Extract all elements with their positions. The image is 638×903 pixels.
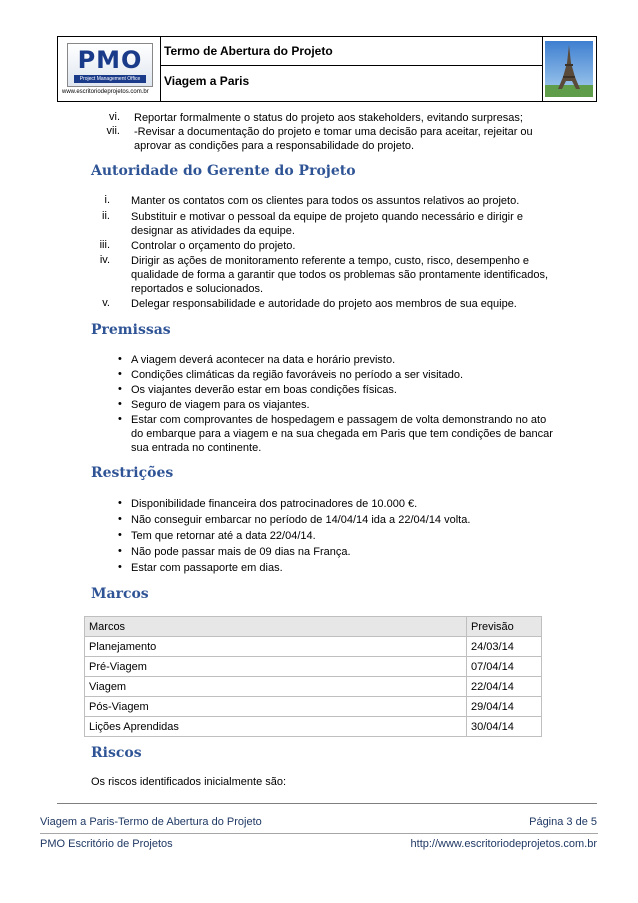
- list-item-text: Reportar formalmente o status do projeto aos stakeholders, evitando surpresas;: [134, 112, 523, 124]
- list-number: ii.: [102, 210, 110, 222]
- risks-intro: Os riscos identificados inicialmente são:: [91, 776, 287, 788]
- table-row: [85, 657, 542, 677]
- table-cell: Viagem: [85, 677, 467, 697]
- list-item-text: Tem que retornar até a data 22/04/14.: [131, 530, 316, 542]
- footer-divider: [57, 803, 597, 804]
- section-heading-marcos: Marcos: [91, 586, 149, 602]
- column-header: Marcos: [85, 617, 467, 637]
- footer-divider: [40, 833, 598, 834]
- milestones-table: [84, 616, 542, 737]
- logo-url: www.escritoriodeprojetos.com.br: [62, 89, 149, 95]
- bullet-icon: •: [118, 561, 122, 573]
- footer-organization: PMO Escritório de Projetos: [40, 838, 173, 850]
- project-name: Viagem a Paris: [164, 74, 250, 88]
- section-heading-riscos: Riscos: [91, 745, 142, 761]
- column-header: Previsão: [467, 617, 542, 637]
- list-item-text: Não conseguir embarcar no período de 14/04/14 ida a 22/04/14 volta.: [131, 514, 471, 526]
- table-row: [85, 677, 542, 697]
- list-item-text: Seguro de viagem para os viajantes.: [131, 399, 310, 411]
- document-title: Termo de Abertura do Projeto: [164, 44, 333, 58]
- logo-tagline: Project Management Office: [74, 75, 146, 83]
- footer-website-link[interactable]: http://www.escritoriodeprojetos.com.br: [410, 838, 597, 850]
- bullet-icon: •: [118, 413, 122, 425]
- list-item-text: aprovar as condições para a responsabilidade do projeto.: [134, 140, 415, 152]
- table-cell: Lições Aprendidas: [85, 717, 467, 737]
- logo-text: PMO: [77, 46, 143, 74]
- list-item-text: Não pode passar mais de 09 dias na França.: [131, 546, 351, 558]
- list-item-text: Os viajantes deverão estar em boas condições físicas.: [131, 384, 397, 396]
- list-item-text: A viagem deverá acontecer na data e horário previsto.: [131, 354, 396, 366]
- list-item-text: Manter os contatos com os clientes para todos os assuntos relativos ao projeto.: [131, 195, 520, 207]
- table-cell: 30/04/14: [467, 717, 542, 737]
- table-cell: 24/03/14: [467, 637, 542, 657]
- list-item-text: Dirigir as ações de monitoramento referente a tempo, custo, risco, desempenho e: [131, 255, 530, 267]
- eiffel-tower-image: [542, 37, 596, 101]
- list-item-text: Estar com passaporte em dias.: [131, 562, 283, 574]
- bullet-icon: •: [118, 497, 122, 509]
- bullet-icon: •: [118, 398, 122, 410]
- list-item-text: Estar com comprovantes de hospedagem e passagem de volta demonstrando no ato: [131, 414, 547, 426]
- table-header-row: [85, 617, 542, 637]
- list-item-text: qualidade de forma a garantir que todos os problemas são prontamente identificados,: [131, 269, 549, 281]
- list-item-text: Delegar responsabilidade e autoridade do projeto aos membros de sua equipe.: [131, 298, 517, 310]
- footer-document-title: Viagem a Paris-Termo de Abertura do Projeto: [40, 816, 262, 828]
- list-number: vi.: [109, 111, 120, 123]
- bullet-icon: •: [118, 529, 122, 541]
- list-item-text: do embarque para a viagem e na sua chegada em Paris que tem condições de bancar: [131, 428, 553, 440]
- bullet-icon: •: [118, 353, 122, 365]
- list-number: iv.: [99, 254, 110, 266]
- list-item-text: designar as atividades da equipe.: [131, 225, 295, 237]
- list-item-text: Controlar o orçamento do projeto.: [131, 240, 296, 252]
- table-cell: Pós-Viagem: [85, 697, 467, 717]
- list-number: iii.: [99, 239, 110, 251]
- table-row: [85, 697, 542, 717]
- bullet-icon: •: [118, 368, 122, 380]
- list-item-text: reportados e solucionados.: [131, 283, 264, 295]
- section-heading-authority: Autoridade do Gerente do Projeto: [91, 163, 356, 179]
- list-item-text: Disponibilidade financeira dos patrocinadores de 10.000 €.: [131, 498, 418, 510]
- table-row: [85, 717, 542, 737]
- table-row: [85, 637, 542, 657]
- bullet-icon: •: [118, 545, 122, 557]
- pmo-logo: [67, 43, 153, 87]
- footer-page-number: Página 3 de 5: [529, 816, 597, 828]
- list-item-text: -Revisar a documentação do projeto e tomar uma decisão para aceitar, rejeitar ou: [134, 126, 533, 138]
- table-cell: 07/04/14: [467, 657, 542, 677]
- eiffel-image-cell: [542, 37, 596, 101]
- table-cell: Planejamento: [85, 637, 467, 657]
- header-text-cell: [160, 37, 543, 101]
- bullet-icon: •: [118, 513, 122, 525]
- table-cell: 22/04/14: [467, 677, 542, 697]
- bullet-icon: •: [118, 383, 122, 395]
- page-header: [57, 36, 597, 102]
- table-cell: 29/04/14: [467, 697, 542, 717]
- table-cell: Pré-Viagem: [85, 657, 467, 677]
- list-item-text: Substituir e motivar o pessoal da equipe de projeto quando necessário e dirigir e: [131, 211, 523, 223]
- logo-cell: [58, 37, 161, 101]
- list-item-text: Condições climáticas da região favoráveis no período a ser visitado.: [131, 369, 464, 381]
- list-number: vii.: [106, 125, 120, 137]
- list-number: v.: [102, 297, 110, 309]
- section-heading-premissas: Premissas: [91, 322, 171, 338]
- list-item-text: sua entrada no continente.: [131, 442, 262, 454]
- list-number: i.: [104, 194, 110, 206]
- section-heading-restricoes: Restrições: [91, 465, 174, 481]
